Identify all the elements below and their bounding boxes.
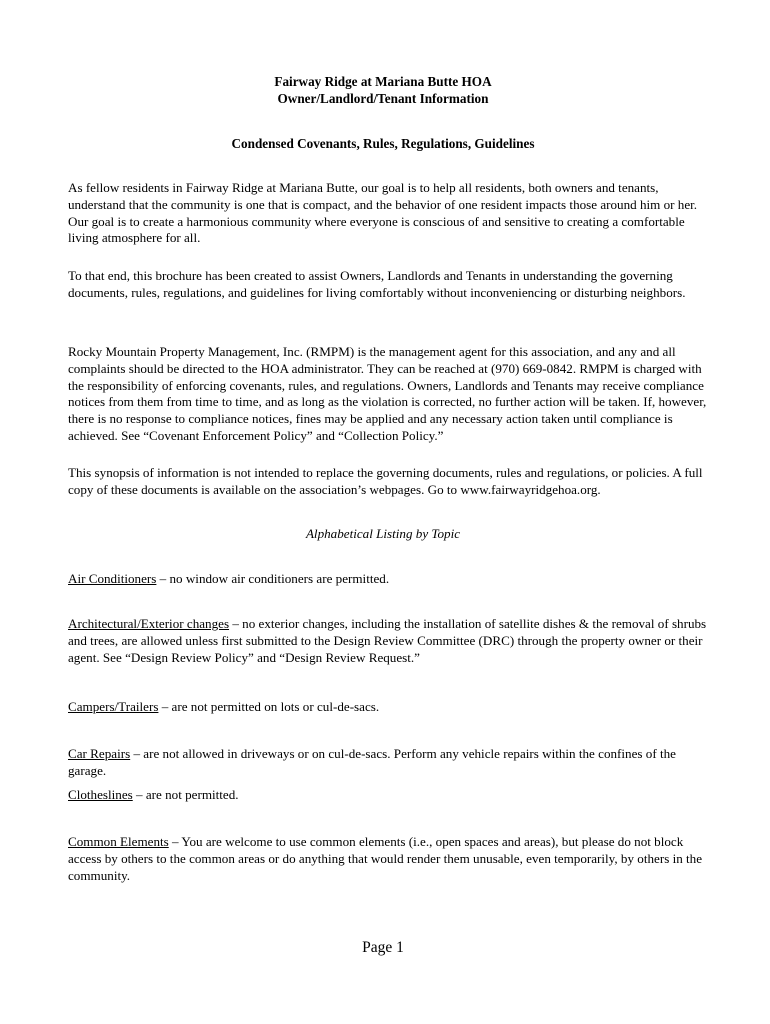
intro-paragraph-management: Rocky Mountain Property Management, Inc. (RMPM) is the management agent for this association, and any and all complaints should be directed to the HOA administrator. They can be reached at (970) 669-0842. RMPM is charged with the responsibility of enforcing covenants, rules, and regulations. Owners, Landlords and Tenants may receive compliance notices from them from time to time, and as long as the violation is corrected, no further action will be taken. If, however, there is no response to compliance notices, fines may be applied and any necessary action taken until compliance is achieved. See “Covenant Enforcement Policy” and “Collection Policy.”	[68, 344, 707, 443]
document-page	[68, 0, 708, 1024]
topic-text: – are not permitted.	[132, 787, 239, 802]
topic-title: Clotheslines	[68, 787, 133, 802]
topic-text: – no window air conditioners are permitted.	[156, 571, 390, 586]
topic-text: – no exterior changes, including the installation of satellite dishes & the removal of shrubs and trees, are allowed unless first submitted to the Design Review Committee (DRC) through the property owner or their agent. See “Design Review Policy” and “Design Review Request.”	[68, 616, 707, 665]
document-title: Fairway Ridge at Mariana Butte HOA	[274, 74, 492, 89]
intro-paragraph-goal: As fellow residents in Fairway Ridge at Mariana Butte, our goal is to help all residents, both owners and tenants, understand that the community is one that is compact, and the behavior of one resident impacts those around him or her. Our goal is to create a harmonious community where everyone is conscious of and sensitive to creating a comfortable living atmosphere for all.	[68, 180, 698, 246]
topic-air-conditioners	[68, 571, 708, 588]
intro-paragraph-synopsis: This synopsis of information is not intended to replace the governing documents, rules and regulations, or policies. A full copy of these documents is available on the association’s webpages. Go to www.fairwayridgehoa.org.	[68, 465, 703, 497]
topic-text: – You are welcome to use common elements (i.e., open spaces and areas), but please do not block access by others to the common areas or do anything that would render them unusable, even temporarily, by others in the community.	[68, 834, 703, 883]
topic-clotheslines	[68, 787, 708, 804]
topic-title: Campers/Trailers	[68, 699, 159, 714]
topic-title: Common Elements	[68, 834, 169, 849]
document-title-line-2: Owner/Landlord/Tenant Information	[277, 91, 489, 106]
topic-text: – are not permitted on lots or cul-de-sacs.	[158, 699, 380, 714]
topic-common-elements	[68, 834, 708, 884]
topic-text: – are not allowed in driveways or on cul-de-sacs. Perform any vehicle repairs within the confines of the garage.	[68, 746, 676, 778]
topic-architectural-changes	[68, 616, 708, 666]
topic-title: Architectural/Exterior changes	[68, 616, 230, 631]
listing-heading: Alphabetical Listing by Topic	[305, 526, 461, 541]
topic-title: Air Conditioners	[68, 571, 157, 586]
topic-campers-trailers	[68, 699, 708, 716]
page-number: Page 1	[362, 939, 404, 956]
topic-title: Car Repairs	[68, 746, 131, 761]
document-subtitle: Condensed Covenants, Rules, Regulations, Guidelines	[231, 136, 535, 151]
intro-paragraph-purpose: To that end, this brochure has been created to assist Owners, Landlords and Tenants in understanding the governing documents, rules, regulations, and guidelines for living comfortably without inconveniencing or disturbing neighbors.	[68, 268, 686, 300]
topic-car-repairs	[68, 746, 708, 780]
